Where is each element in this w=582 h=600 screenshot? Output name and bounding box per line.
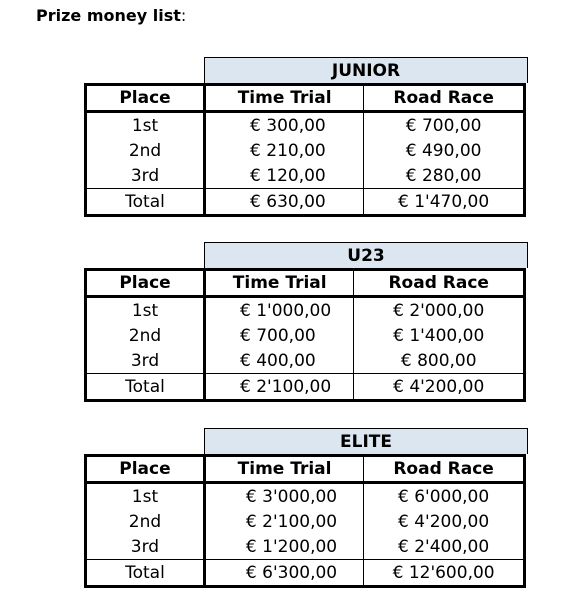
time-trial-cell: € 1'200,00 — [204, 534, 363, 560]
table-total-row — [86, 560, 525, 587]
category-header-junior: JUNIOR — [204, 57, 528, 83]
time-trial-cell: € 400,00 — [205, 348, 354, 374]
road-race-cell: € 280,00 — [364, 163, 525, 189]
table-row — [86, 534, 525, 560]
page-title-colon: : — [180, 6, 187, 25]
road-race-cell: € 490,00 — [364, 138, 525, 163]
column-header-road-race: Road Race — [364, 456, 525, 483]
place-cell: 3rd — [86, 534, 205, 560]
place-cell: 2nd — [86, 509, 205, 534]
place-cell: 2nd — [86, 323, 205, 348]
road-race-cell: € 4'200,00 — [364, 509, 525, 534]
road-race-cell: € 2'400,00 — [364, 534, 525, 560]
category-header-u23: U23 — [204, 242, 528, 268]
time-trial-cell: € 630,00 — [205, 189, 364, 216]
place-cell: 2nd — [86, 138, 205, 163]
place-cell: 1st — [86, 112, 205, 139]
table-total-row — [86, 374, 525, 401]
table-row — [86, 483, 525, 510]
column-header-place: Place — [86, 456, 205, 483]
place-cell: 3rd — [86, 348, 205, 374]
road-race-cell: € 1'470,00 — [364, 189, 525, 216]
table-total-row — [86, 189, 525, 216]
column-header-road-race: Road Race — [354, 270, 525, 297]
column-header-time-trial: Time Trial — [205, 85, 364, 112]
road-race-cell: € 2'000,00 — [354, 297, 525, 324]
column-header-place: Place — [86, 85, 205, 112]
table-row — [86, 138, 525, 163]
column-header-time-trial: Time Trial — [205, 270, 354, 297]
place-cell: 1st — [86, 297, 205, 324]
column-header-road-race: Road Race — [364, 85, 525, 112]
table-row — [86, 112, 525, 139]
table-header-row — [86, 270, 525, 297]
place-cell: 3rd — [86, 163, 205, 189]
road-race-cell: € 12'600,00 — [364, 560, 525, 587]
time-trial-cell: € 3'000,00 — [204, 483, 363, 510]
table-row — [86, 348, 525, 374]
time-trial-cell: € 2'100,00 — [204, 509, 363, 534]
road-race-cell: € 800,00 — [354, 348, 525, 374]
time-trial-cell: € 2'100,00 — [205, 374, 354, 401]
column-header-time-trial: Time Trial — [204, 456, 363, 483]
prize-table-grid-junior — [84, 83, 526, 217]
prize-table-grid-elite — [84, 454, 526, 588]
road-race-cell: € 4'200,00 — [354, 374, 525, 401]
time-trial-cell: € 300,00 — [205, 112, 364, 139]
column-header-place: Place — [86, 270, 205, 297]
road-race-cell: € 1'400,00 — [354, 323, 525, 348]
time-trial-cell: € 1'000,00 — [205, 297, 354, 324]
place-cell: Total — [86, 374, 205, 401]
road-race-cell: € 700,00 — [364, 112, 525, 139]
time-trial-cell: € 700,00 — [205, 323, 354, 348]
category-header-elite: ELITE — [204, 428, 528, 454]
place-cell: Total — [86, 560, 205, 587]
time-trial-cell: € 6'300,00 — [204, 560, 363, 587]
time-trial-cell: € 120,00 — [205, 163, 364, 189]
page-title — [36, 6, 186, 25]
table-header-row — [86, 85, 525, 112]
table-row — [86, 297, 525, 324]
place-cell: 1st — [86, 483, 205, 510]
prize-table-grid-u23 — [84, 268, 526, 402]
table-header-row — [86, 456, 525, 483]
table-row — [86, 323, 525, 348]
table-row — [86, 163, 525, 189]
place-cell: Total — [86, 189, 205, 216]
table-row — [86, 509, 525, 534]
road-race-cell: € 6'000,00 — [364, 483, 525, 510]
time-trial-cell: € 210,00 — [205, 138, 364, 163]
page-title-text: Prize money list — [36, 6, 181, 25]
